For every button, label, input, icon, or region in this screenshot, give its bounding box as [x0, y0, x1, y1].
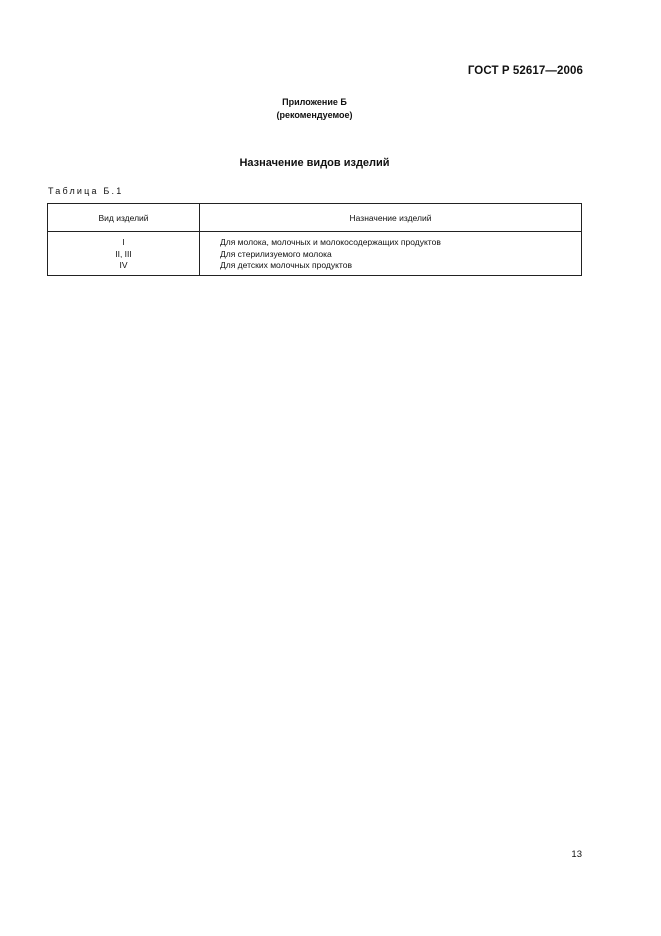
page-number: 13 [571, 849, 582, 860]
document-code: ГОСТ Р 52617—2006 [467, 65, 583, 77]
section-title: Назначение видов изделий [239, 157, 390, 169]
table-row [48, 260, 582, 275]
appendix-title: Приложение Б [282, 97, 347, 107]
table-row [48, 249, 582, 261]
cell-kind: IV [48, 260, 200, 275]
product-purpose-table [47, 203, 582, 276]
appendix-heading [0, 96, 629, 122]
column-header-kind: Вид изделий [48, 204, 200, 232]
table-header-row [48, 204, 582, 232]
table-row [48, 232, 582, 249]
cell-kind: II, III [48, 249, 200, 261]
cell-purpose: Для молока, молочных и молокосодержащих продуктов [200, 232, 582, 249]
table-caption: Таблица Б.1 [48, 186, 124, 196]
cell-purpose: Для детских молочных продуктов [200, 260, 582, 275]
column-header-purpose: Назначение изделий [200, 204, 582, 232]
cell-kind: I [48, 232, 200, 249]
appendix-status: (рекомендуемое) [276, 110, 353, 120]
cell-purpose: Для стерилизуемого молока [200, 249, 582, 261]
